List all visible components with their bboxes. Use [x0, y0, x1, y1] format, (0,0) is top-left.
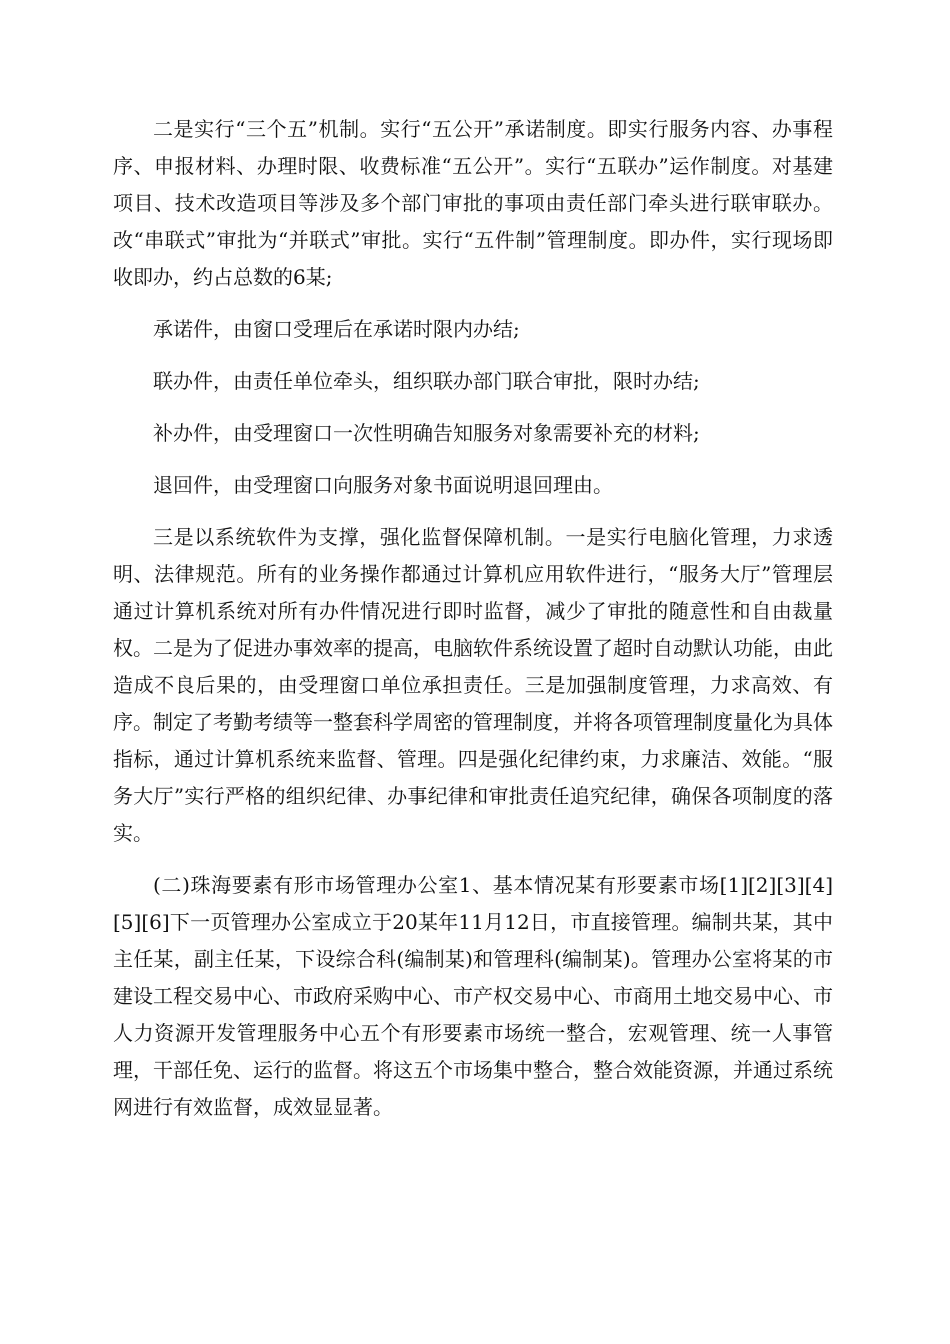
- paragraph-software-support: 三是以系统软件为支撑，强化监督保障机制。一是实行电脑化管理，力求透明、法律规范。所有的业务操作都通过计算机应用软件进行，“服务大厅”管理层通过计算机系统对所有办件情况进行即时监督，减少了审批的随意性和自由裁量权。二是为了促进办事效率的提高，电脑软件系统设置了超时自动默认功能，由此造成不良后果的，由受理窗口单位承担责任。三是加强制度管理，力求高效、有序。制定了考勤考绩等一整套科学周密的管理制度，并将各项管理制度量化为具体指标，通过计算机系统来监督、管理。四是强化纪律约束，力求廉洁、效能。“服务大厅”实行严格的组织纪律、办事纪律和审批责任追究纪律，确保各项制度的落实。: [113, 525, 833, 845]
- paragraph-three-five-mechanism: 二是实行“三个五”机制。实行“五公开”承诺制度。即实行服务内容、办事程序、申报材料、办理时限、收费标准“五公开”。实行“五联办”运作制度。对基建项目、技术改造项目等涉及多个部门审批的事项由责任部门牵头进行联审联办。改“串联式”审批为“并联式”审批。实行“五件制”管理制度。即办件，实行现场即收即办，约占总数的6某;: [113, 117, 833, 289]
- document-page: [113, 111, 833, 1126]
- paragraph-supplement-item: 补办件，由受理窗口一次性明确告知服务对象需要补充的材料;: [153, 421, 700, 445]
- paragraph-joint-item: 联办件，由责任单位牵头，组织联办部门联合审批，限时办结;: [153, 369, 700, 393]
- paragraph-return-item: 退回件，由受理窗口向服务对象书面说明退回理由。: [153, 473, 613, 497]
- paragraph-promise-item: 承诺件，由窗口受理后在承诺时限内办结;: [153, 317, 520, 341]
- paragraph-zhuhai-market-office: (二)珠海要素有形市场管理办公室1、基本情况某有形要素市场[1][2][3][4][5][6]下一页管理办公室成立于20某年11月12日，市直接管理。编制共某，其中主任某，副主任某，下设综合科(编制某)和管理科(编制某)。管理办公室将某的市建设工程交易中心、市政府采购中心、市产权交易中心、市商用土地交易中心、市人力资源开发管理服务中心五个有形要素市场统一整合，宏观管理、统一人事管理，干部任免、运行的监督。将这五个市场集中整合，整合效能资源，并通过系统网进行有效监督，成效显显著。: [113, 873, 833, 1119]
